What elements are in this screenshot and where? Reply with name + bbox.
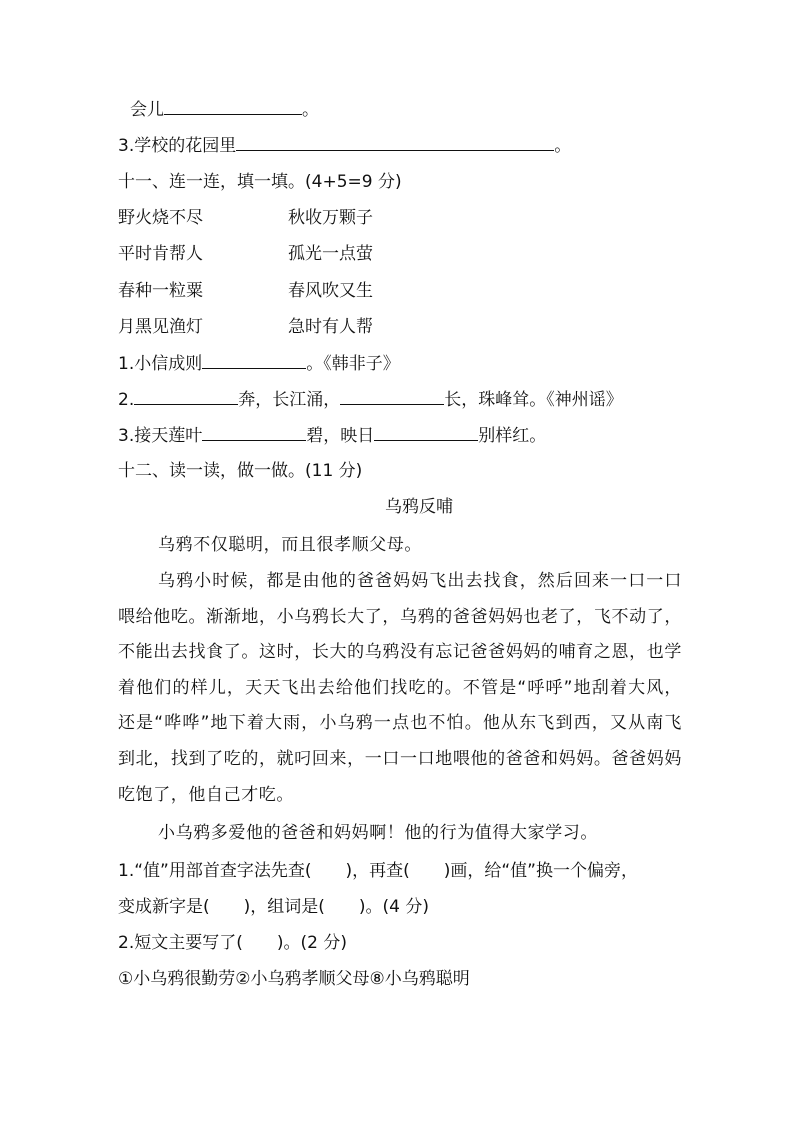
section-12-heading: 十二、读一读，做一做。(11 分) xyxy=(118,461,363,481)
fill1-suffix: 。《韩非子》 xyxy=(306,354,400,374)
fill-item-2 xyxy=(118,387,623,412)
fill3-prefix: 3.接天莲叶 xyxy=(118,426,203,446)
question-2: 2.短文主要写了( )。(2 分) xyxy=(118,933,347,953)
match-right-2[interactable]: 孤光一点萤 xyxy=(288,244,373,264)
match-left-1[interactable]: 野火烧不尽 xyxy=(118,208,203,228)
s10-item2-tail xyxy=(130,97,319,122)
match-left-2[interactable]: 平时肯帮人 xyxy=(118,244,203,264)
s10-item3 xyxy=(118,133,571,158)
fill2-mid: 奔，长江涌， xyxy=(238,390,341,410)
fill2-prefix: 2. xyxy=(118,390,135,410)
match-right-1[interactable]: 秋收万颗子 xyxy=(288,208,373,228)
s10-item2-suffix: 。 xyxy=(302,100,319,120)
answer-blank[interactable] xyxy=(134,387,238,405)
question-2-options[interactable]: ①小乌鸦很勤劳②小乌鸦孝顺父母⑧小乌鸦聪明 xyxy=(118,969,470,989)
passage-paragraph-2: 乌鸦小时候，都是由他的爸爸妈妈飞出去找食，然后回来一口一口喂给他吃。渐渐地，小乌鸦长大了，乌鸦的爸爸妈妈也老了，飞不动了，不能出去找食了。这时，长大的乌鸦没有忘记爸爸妈妈的哺育之恩，也学着他们的样儿，天天飞出去给他们找吃的。不管是“呼呼”地刮着大风，还是“哗哗”地下着大雨，小乌鸦一点也不怕。他从东飞到西，又从南飞到北，找到了吃的，就叼回来，一口一口地喂他的爸爸和妈妈。爸爸妈妈吃饱了，他自己才吃。 xyxy=(118,571,682,805)
question-1-line-2: 变成新字是( )，组词是( )。(4 分) xyxy=(118,897,430,917)
match-right-4[interactable]: 急时有人帮 xyxy=(288,317,373,337)
match-left-3[interactable]: 春种一粒粟 xyxy=(118,281,203,301)
answer-blank[interactable] xyxy=(202,351,306,369)
match-right-3[interactable]: 春风吹又生 xyxy=(288,281,373,301)
fill3-suffix: 别样红。 xyxy=(478,426,547,446)
passage-paragraph-3: 小乌鸦多爱他的爸爸和妈妈啊！他的行为值得大家学习。 xyxy=(158,823,598,843)
fill-item-3 xyxy=(118,423,546,448)
passage-title: 乌鸦反哺 xyxy=(385,497,453,517)
fill-item-1 xyxy=(118,351,400,376)
answer-blank[interactable] xyxy=(374,423,478,441)
match-left-4[interactable]: 月黑见渔灯 xyxy=(118,317,203,337)
answer-blank[interactable] xyxy=(202,423,306,441)
fill2-suffix: 长，珠峰耸。《神州谣》 xyxy=(444,390,623,410)
answer-blank[interactable] xyxy=(236,133,554,151)
s10-item3-prefix: 3.学校的花园里 xyxy=(118,136,237,156)
question-1-line-1: 1.“值”用部首查字法先查( )，再查( )画，给“值”换一个偏旁， xyxy=(118,861,638,881)
answer-blank[interactable] xyxy=(164,97,302,115)
fill1-prefix: 1.小信成则 xyxy=(118,354,203,374)
section-11-heading: 十一、连一连，填一填。(4+5=9 分) xyxy=(118,172,402,192)
answer-blank[interactable] xyxy=(340,387,444,405)
s10-item2-prefix: 会儿 xyxy=(130,100,164,120)
fill3-mid: 碧，映日 xyxy=(306,426,375,446)
s10-item3-suffix: 。 xyxy=(554,136,572,156)
passage-paragraph-1: 乌鸦不仅聪明，而且很孝顺父母。 xyxy=(158,535,422,555)
